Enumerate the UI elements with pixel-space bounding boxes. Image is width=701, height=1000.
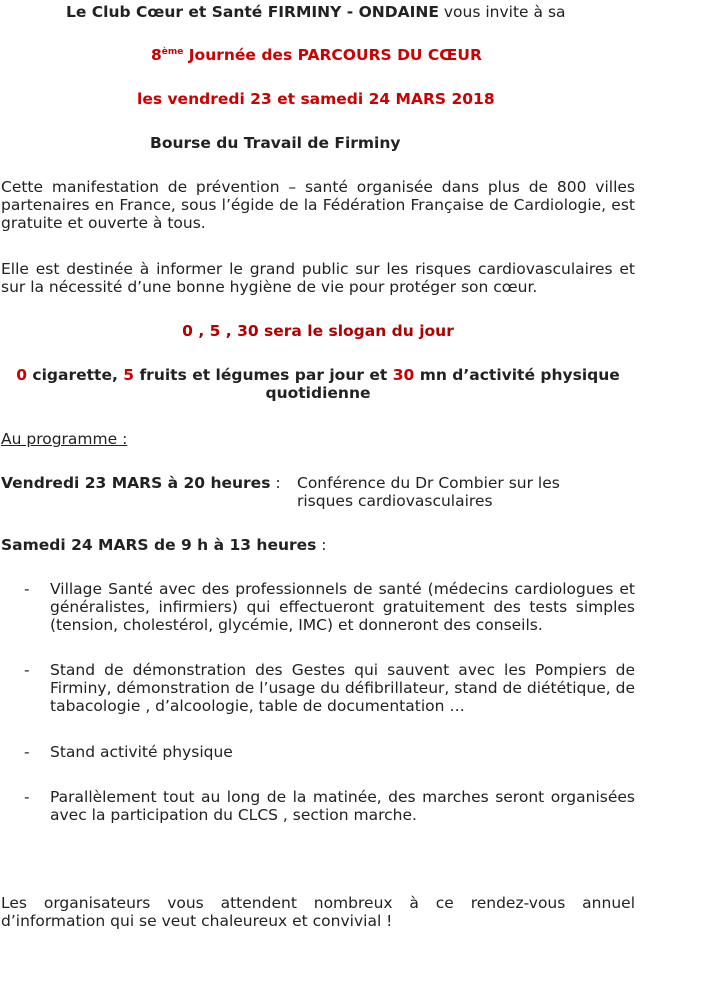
friday-line-1: Conférence du Dr Combier sur les	[297, 474, 560, 492]
bullet-dash: -	[24, 661, 30, 679]
friday-schedule	[1, 474, 281, 492]
saturday-schedule	[1, 536, 327, 554]
saturday-label: Samedi 24 MARS de 9 h à 13 heures	[1, 536, 317, 554]
purpose-paragraph: Elle est destinée à informer le grand public sur les risques cardiovasculaires et sur la nécessité d’une bonne hygiène de vie pour protéger son cœur.	[1, 260, 635, 296]
slogan-number-5: 5	[123, 366, 135, 384]
club-name: Le Club Cœur et Santé FIRMINY - ONDAINE	[66, 3, 439, 21]
friday-line-2: risques cardiovasculaires	[297, 492, 493, 510]
slogan-text-0: cigarette,	[27, 366, 124, 384]
slogan-number-30: 30	[392, 366, 415, 384]
bullet-dash: -	[24, 788, 30, 806]
event-ordinal-sup: ème	[161, 46, 184, 57]
closing-paragraph: Les organisateurs vous attendent nombreux à ce rendez-vous annuel d’information qui se veut chaleureux et convivial !	[1, 894, 635, 930]
friday-colon: :	[270, 474, 281, 492]
description-paragraph: Cette manifestation de prévention – santé organisée dans plus de 800 villes partenaires en France, sous l’égide de la Fédération Française de Cardiologie, est gratuite et ouverte à tous.	[1, 178, 635, 232]
program-heading: Au programme :	[1, 430, 128, 448]
slogan-number-0: 0	[16, 366, 28, 384]
event-title	[151, 46, 482, 64]
event-venue: Bourse du Travail de Firminy	[150, 134, 401, 152]
intro-text: vous invite à sa	[438, 3, 566, 21]
program-item-text: Village Santé avec des professionnels de santé (médecins cardiologues et généralistes, infirmiers) qui effectueront gratuitement des tests simples (tension, cholestérol, glycémie, IMC) et donneront des conseils.	[50, 580, 635, 634]
event-name: Journée des PARCOURS DU CŒUR	[183, 46, 482, 64]
slogan-detail	[0, 366, 636, 402]
event-dates: les vendredi 23 et samedi 24 MARS 2018	[137, 90, 495, 108]
friday-label: Vendredi 23 MARS à 20 heures	[1, 474, 271, 492]
slogan-text-5: fruits et légumes par jour et	[134, 366, 393, 384]
intro-line	[66, 3, 566, 21]
event-ordinal: 8	[151, 46, 162, 64]
program-item-text: Stand de démonstration des Gestes qui sauvent avec les Pompiers de Firminy, démonstration de l’usage du défibrillateur, stand de diététique, de tabacologie , d’alcoologie, table de documentation …	[50, 661, 635, 715]
program-item-text: Parallèlement tout au long de la matinée, des marches seront organisées avec la participation du CLCS , section marche.	[50, 788, 635, 824]
bullet-dash: -	[24, 743, 30, 761]
friday-description	[297, 474, 560, 510]
slogan-line: 0 , 5 , 30 sera le slogan du jour	[182, 322, 454, 340]
bullet-dash: -	[24, 580, 30, 598]
program-item-text: Stand activité physique	[50, 743, 233, 761]
slogan-text-30: mn d’activité physique quotidienne	[265, 366, 620, 402]
saturday-colon: :	[316, 536, 327, 554]
